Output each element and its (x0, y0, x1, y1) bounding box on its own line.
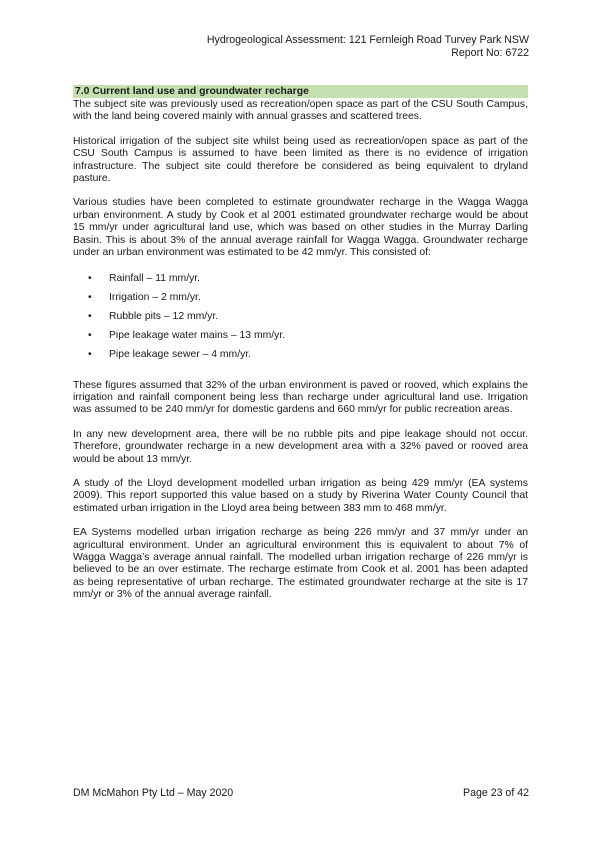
page-header (207, 34, 529, 60)
recharge-components-list (73, 273, 528, 361)
paragraph: A study of the Lloyd development modelled urban irrigation as being 429 mm/yr (EA systems 2009). This report supported this value based on a study by Riverina Water County Council that estimated urban irrigation in the Lloyd area being between 383 mm to 468 mm/yr. (73, 477, 528, 514)
main-content (73, 85, 528, 614)
paragraph: These figures assumed that 32% of the urban environment is paved or rooved, which explains the irrigation and rainfall component being less than recharge under agricultural land use. Irrigation was assumed to be 240 mm/yr for domestic gardens and 660 mm/yr for public recreation areas. (73, 379, 528, 416)
section-heading: 7.0 Current land use and groundwater recharge (73, 85, 528, 98)
list-item: • Irrigation – 2 mm/yr. (99, 292, 528, 304)
paragraph: EA Systems modelled urban irrigation recharge as being 226 mm/yr and 37 mm/yr under an agricultural environment. Under an agricultural environment this is equivalent to about 7% of Wagga Wagga’s average annual rainfall. The modelled urban irrigation recharge of 226 mm/yr is believed to be an over estimate. The recharge estimate from Cook et al. 2001 has been adapted as being representative of urban recharge. The estimated groundwater recharge at the site is 17 mm/yr or 3% of the annual average rainfall. (73, 527, 528, 601)
footer-company: DM McMahon Pty Ltd – May 2020 (73, 787, 234, 799)
paragraph: In any new development area, there will be no rubble pits and pipe leakage should not occur. Therefore, groundwater recharge in a new development area with a 32% paved or rooved area would be about 13 mm/yr. (73, 428, 528, 465)
header-title: Hydrogeological Assessment: 121 Fernleigh Road Turvey Park NSW (206, 34, 529, 46)
page-number: Page 23 of 42 (463, 787, 529, 799)
paragraph: The subject site was previously used as recreation/open space as part of the CSU South Campus, with the land being covered mainly with annual grasses and scattered trees. (73, 99, 528, 123)
list-item: • Pipe leakage water mains – 13 mm/yr. (99, 330, 528, 342)
paragraph: Various studies have been completed to estimate groundwater recharge in the Wagga Wagga urban environment. A study by Cook et al 2001 estimated groundwater recharge would be about 15 mm/yr under agricultural land use, which was based on other studies in the Murray Darling Basin. This is about 3% of the annual average rainfall for Wagga Wagga. Groundwater recharge under an urban environment was estimated to be 42 mm/yr. This consisted of: (73, 197, 528, 259)
list-item: • Rainfall – 11 mm/yr. (99, 273, 528, 285)
paragraph: Historical irrigation of the subject site whilst being used as recreation/open space as part of the CSU South Campus is assumed to have been limited as there is no evidence of irrigation infrastructure. The subject site could therefore be considered as being equivalent to dryland pasture. (73, 135, 528, 185)
header-report-number: Report No: 6722 (451, 47, 529, 59)
list-item: • Rubble pits – 12 mm/yr. (99, 311, 528, 323)
list-item: • Pipe leakage sewer – 4 mm/yr. (99, 349, 528, 361)
